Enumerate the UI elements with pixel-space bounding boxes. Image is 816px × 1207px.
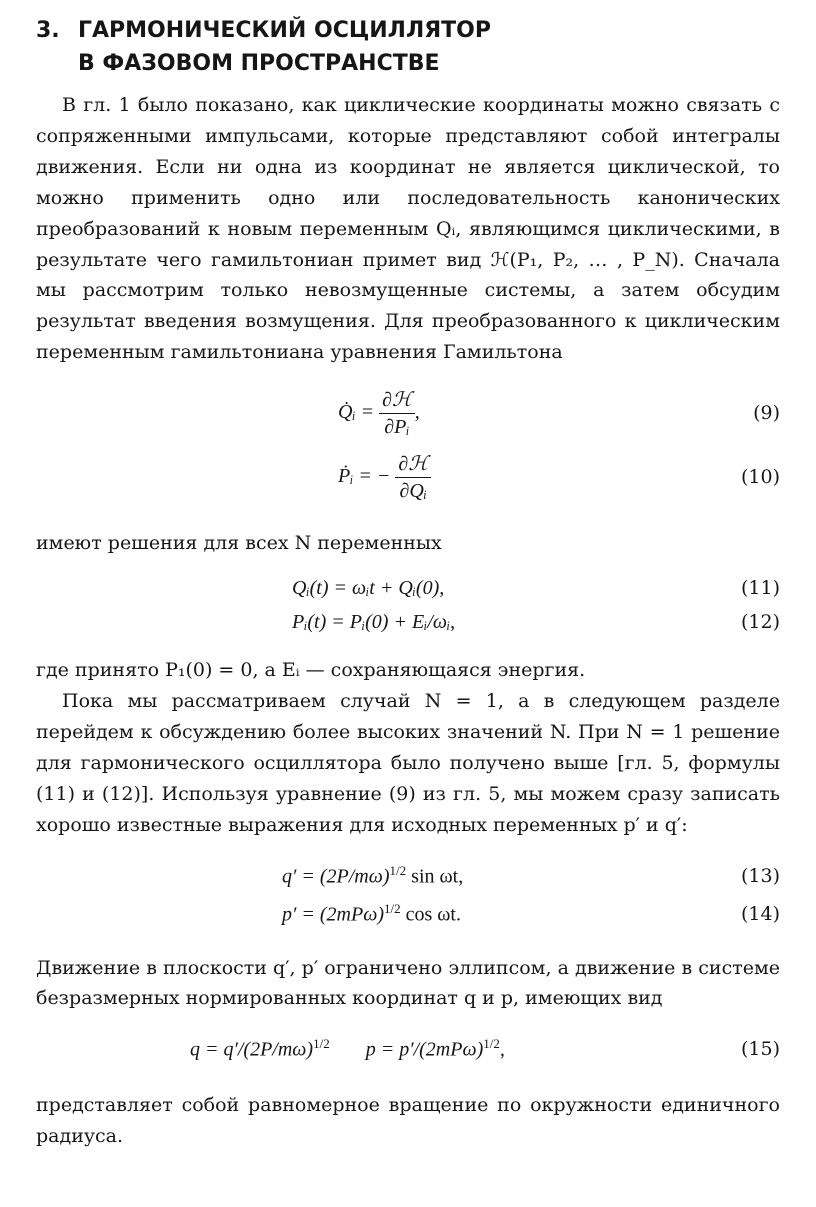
eq12-body: Pᵢ(t) = Pᵢ(0) + Eᵢ/ωᵢ, [292, 610, 456, 633]
section-number: 3. [36, 18, 60, 43]
eq9-numerator: ∂ℋ [379, 387, 415, 414]
equation-12 [36, 605, 780, 639]
eq11-body: Qᵢ(t) = ωᵢt + Qᵢ(0), [292, 576, 445, 599]
paragraph-solutions: имеют решения для всех N переменных [36, 532, 442, 555]
eq11-tag: (11) [740, 577, 780, 600]
paragraph-motion: Движение в плоскости q′, p′ ограничено эллипсом, а движение в системе безразмерных нормированных координат q и p, имеющих вид [36, 956, 780, 1010]
eq13-tail: sin ωt, [406, 865, 464, 888]
eq14-tail: cos ωt. [400, 903, 461, 926]
section-title: ГАРМОНИЧЕСКИЙ ОСЦИЛЛЯТОР В ФАЗОВОМ ПРОСТРАНСТВЕ [78, 18, 491, 76]
equation-13 [36, 857, 780, 895]
eq15-tag: (15) [740, 1038, 780, 1061]
equation-10 [36, 444, 780, 510]
eq13-tag: (13) [740, 864, 780, 887]
eq15-right-power: 1/2 [483, 1036, 500, 1052]
paragraph-rotation: представляет собой равномерное вращение по окружности единичного радиуса. [36, 1094, 780, 1148]
eq10-fraction [395, 451, 431, 504]
eq14-power: 1/2 [383, 900, 401, 916]
eq9-fraction [379, 387, 415, 440]
section-heading [36, 14, 780, 80]
paragraph-energy: где принято P₁(0) = 0, а Eᵢ — сохраняющаяся энергия. [36, 659, 586, 682]
eq15-right: p = p′/(2mPω) [365, 1039, 484, 1062]
paragraph-oscillator: Пока мы рассматриваем случай N = 1, а в следующем разделе перейдем к обсуждению более высоких значений N. При N = 1 решение для гармонического осциллятора было получено выше [гл. 5, формулы (11) и (12)]. Используя уравнение (9) из гл. 5, мы можем сразу записать хорошо известные выражения для исходных переменных p′ и q′: [36, 689, 780, 836]
equation-11 [36, 571, 780, 605]
eq10-numerator: ∂ℋ [395, 451, 431, 478]
eq9-lhs: Q̇ᵢ = [338, 400, 375, 423]
eq14-tag: (14) [740, 902, 780, 925]
equation-14 [36, 895, 780, 933]
eq9-denominator: ∂Pᵢ [384, 415, 410, 438]
eq10-tag: (10) [740, 466, 780, 489]
eq10-denominator: ∂Qᵢ [399, 479, 427, 502]
eq14-main: p′ = (2mPω) [282, 903, 384, 926]
eq13-main: q′ = (2P/mω) [282, 865, 390, 888]
page [36, 14, 780, 1152]
eq9-tail: , [414, 400, 420, 423]
eq15-left-power: 1/2 [313, 1036, 330, 1052]
eq10-lhs: Ṗᵢ = − [338, 464, 391, 487]
eq13-power: 1/2 [389, 862, 407, 878]
eq12-tag: (12) [740, 611, 780, 634]
equation-15 [36, 1026, 780, 1072]
paragraph-intro: В гл. 1 было показано, как циклические координаты можно связать с сопряженными импульсами, которые представляют собой интегралы движения. Если ни одна из координат не является циклической, то можно применить одно или последовательность канонических преобразований к новым переменным Qᵢ, являющимся циклическими, в результате чего гамильтониан примет вид ℋ(P₁, P₂, … , P_N). Сначала мы рассмотрим только невозмущенные системы, а затем обсудим результат введения возмущения. Для преобразованного к циклическим переменным гамильтониана уравнения Гамильтона [36, 94, 780, 364]
equation-9 [36, 382, 780, 444]
eq15-left: q = q′/(2P/mω) [190, 1039, 314, 1062]
eq15-tail: , [499, 1039, 505, 1062]
eq9-tag: (9) [753, 402, 780, 425]
